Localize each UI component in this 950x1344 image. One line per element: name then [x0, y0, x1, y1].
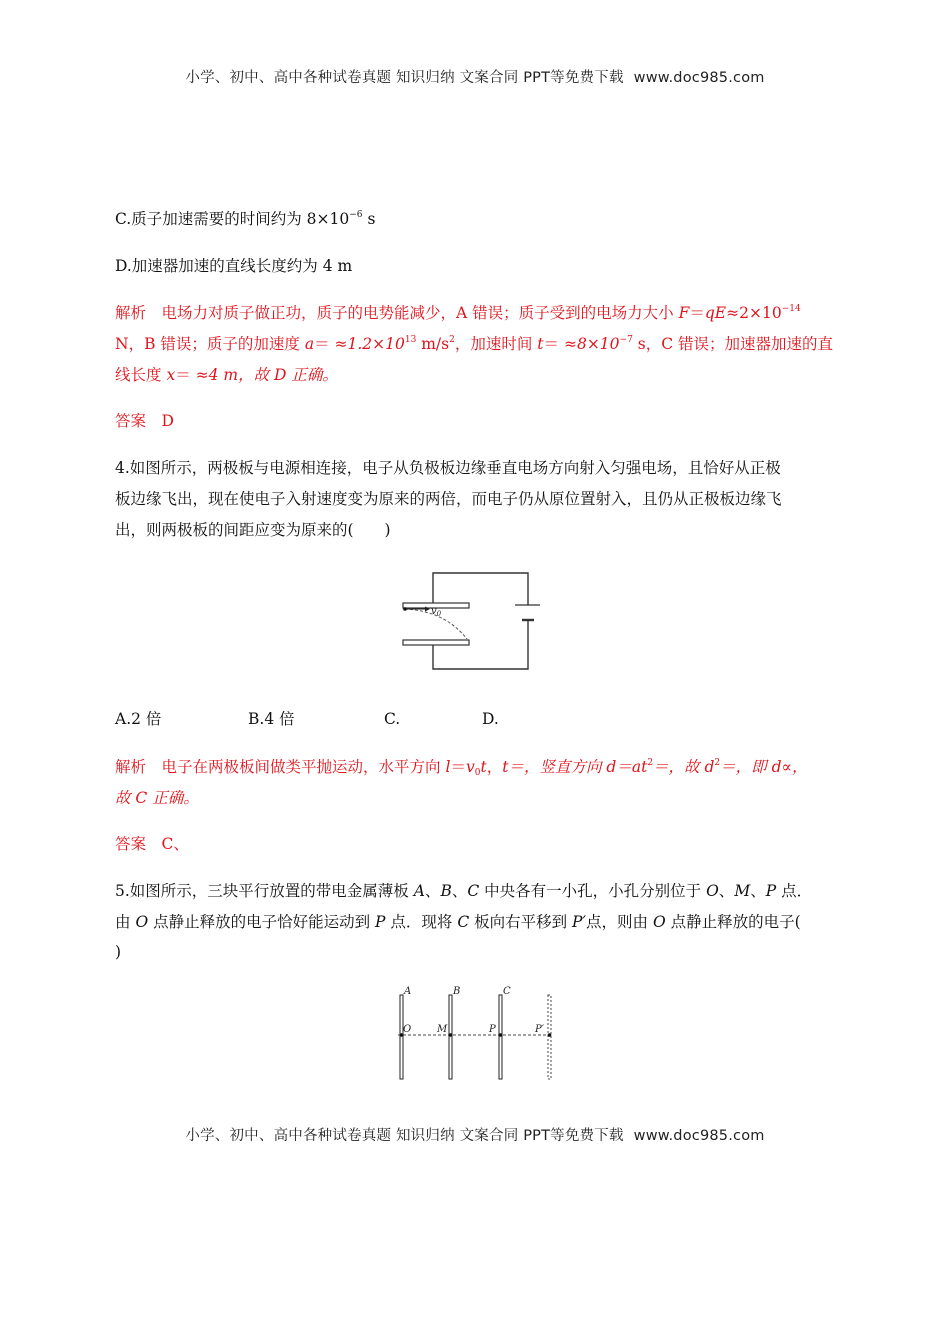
option-d: D. [482, 710, 499, 728]
q4-stem-line1: 4.如图所示，两极板与电源相连接，电子从负极板边缘垂直电场方向射入匀强电场，且恰好从正极 [115, 459, 781, 477]
q3-option-d: D.加速器加速的直线长度约为 4 m [115, 257, 353, 275]
q4-answer: 答案 C、 [115, 835, 189, 853]
q4-analysis-line1: 解析 电子在两极板间做类平抛运动，水平方向 $l=v_0t$，t＝，竖直方向 $d=at^2=$，故 $d^2=$，即 d∝， [115, 758, 808, 778]
header-text: 小学、初中、高中各种试卷真题 知识归纳 文案合同 PPT等免费下载 [185, 70, 624, 86]
electron-dot [403, 607, 407, 611]
point-p [499, 1033, 503, 1037]
page-header [0, 66, 950, 87]
q3-analysis-line1: 解析 电场力对质子做正功，质子的电势能减少，A 错误；质子受到的电场力大小 $F=qE\approx 2\times 10^{-14}$ [115, 304, 801, 322]
footer-text: 小学、初中、高中各种试卷真题 知识归纳 文案合同 PPT等免费下载 [185, 1128, 624, 1144]
q4-stem-line3: 出，则两极板的间距应变为原来的( ) [115, 521, 391, 539]
q3-option-c: C.质子加速需要的时间约为 $8\times 10^{-6}$ s [115, 210, 376, 228]
plate-a [400, 995, 403, 1079]
label-c: C [503, 986, 511, 997]
label-p: P [489, 1024, 496, 1035]
q3-answer: 答案 D [115, 412, 174, 430]
q5-stem-line3: ) [115, 943, 122, 961]
q5-stem-line2: 由 O 点静止释放的电子恰好能运动到 P 点．现将 C 板向右平移到 P′点，则由 O 点静止释放的电子( [115, 913, 801, 931]
v0-label: $v_0$ [431, 606, 442, 618]
q4-analysis-line2: 故 C 正确。 [115, 789, 199, 807]
point-p-prime [548, 1033, 552, 1037]
q4-capacitor-figure [395, 568, 540, 676]
page-footer [0, 1124, 950, 1145]
plate-c [499, 995, 502, 1079]
option-b: B.4 倍 [248, 710, 295, 728]
q5-plates-figure [390, 983, 560, 1085]
option-c: C. [384, 710, 401, 728]
q3-analysis-line2: N，B 错误；质子的加速度 $a= \approx 1.2\times 10^{13}$ $m/s^2$，加速时间 $t= \approx 8\times 10^{-7}$ s，C 错误；加速器加速的直 [115, 335, 833, 353]
q3-analysis-line3: 线长度 x＝ ≈4 m，故 D 正确。 [115, 366, 338, 384]
header-url[interactable]: www.doc985.com [633, 70, 765, 86]
q4-options [115, 709, 845, 729]
label-p-prime: P′ [535, 1024, 544, 1035]
label-o: O [403, 1024, 412, 1035]
lower-plate [403, 640, 469, 645]
q5-stem-line1: 5.如图所示，三块平行放置的带电金属薄板 A、B、C 中央各有一小孔，小孔分别位于 O、M、P 点． [115, 882, 813, 900]
plate-c-shifted [548, 995, 551, 1079]
circuit-top-wire [433, 573, 528, 605]
label-m: M [437, 1024, 448, 1035]
q4-stem-line2: 板边缘飞出，现在使电子入射速度变为原来的两倍，而电子仍从原位置射入，且仍从正极板边缘飞 [115, 490, 782, 508]
label-a: A [404, 986, 412, 997]
plate-b [449, 995, 452, 1079]
option-a: A.2 倍 [115, 710, 162, 728]
footer-url[interactable]: www.doc985.com [633, 1128, 765, 1144]
label-b: B [453, 986, 461, 997]
point-m [449, 1033, 453, 1037]
analysis-label: 解析 [115, 304, 147, 322]
